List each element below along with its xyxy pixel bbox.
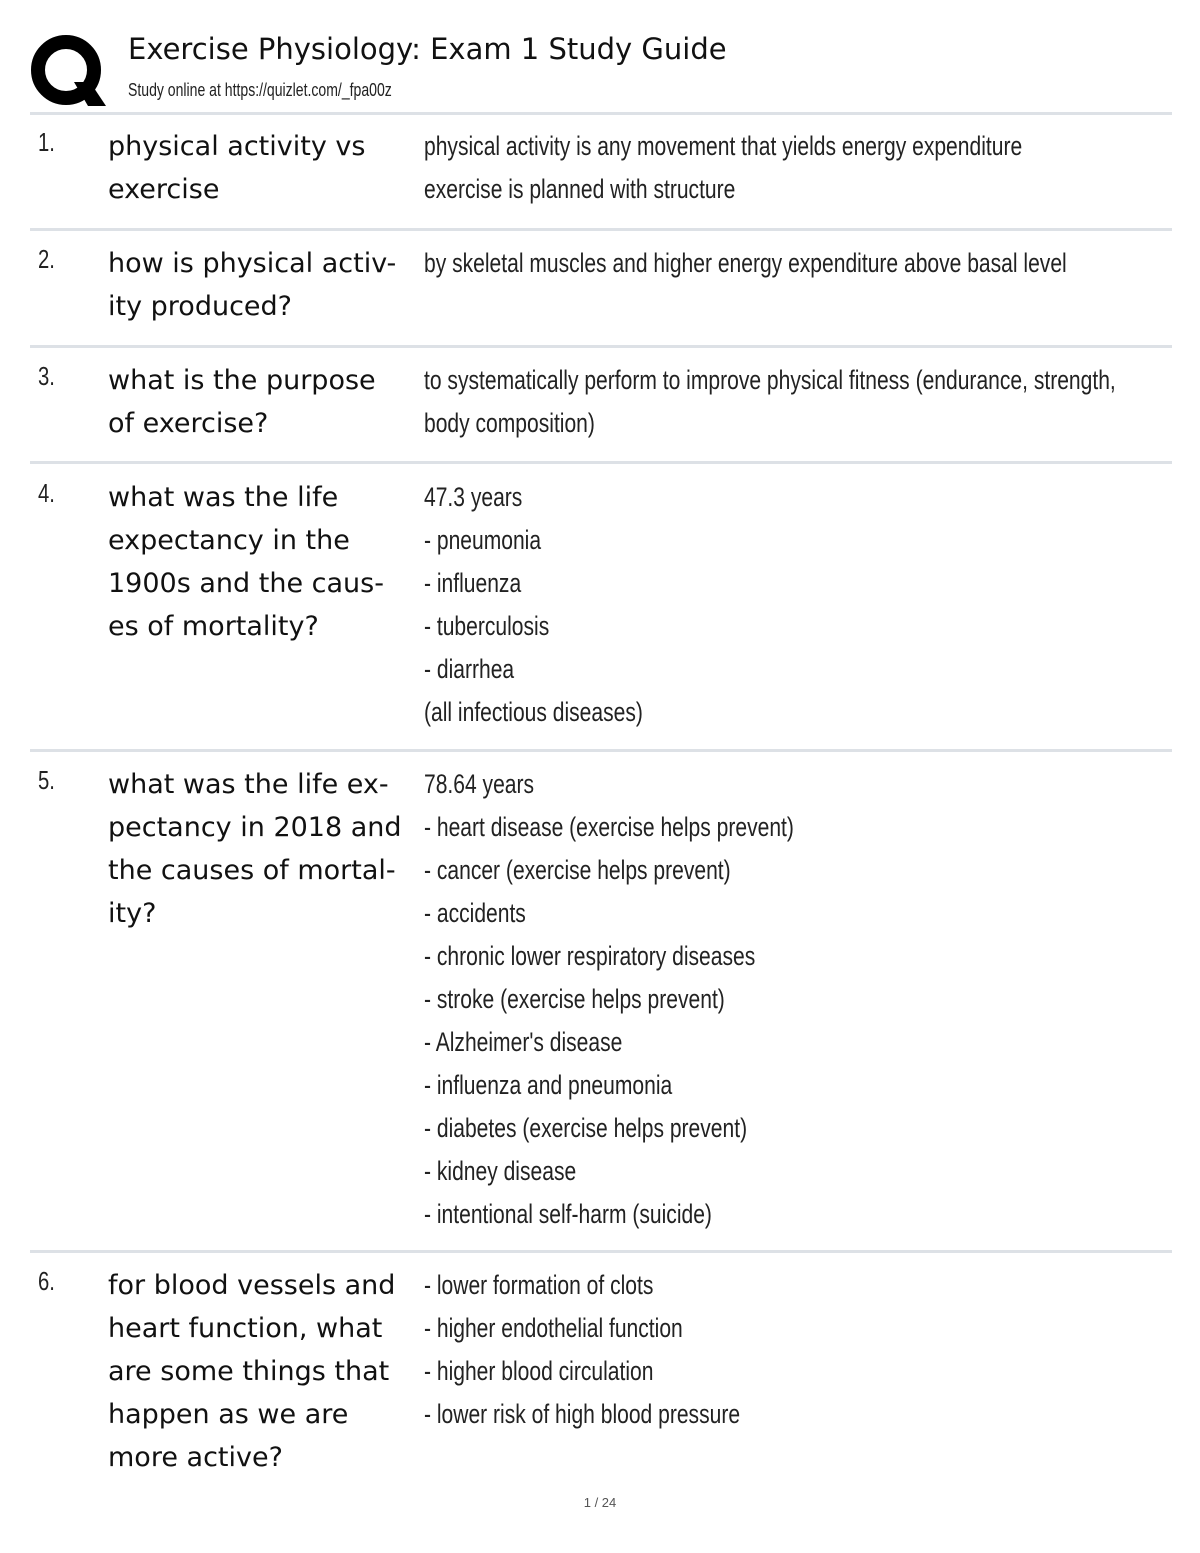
card-definition bbox=[424, 125, 1022, 211]
card-number: 3. bbox=[38, 361, 55, 391]
definition-line: - pneumonia bbox=[424, 525, 542, 555]
card-term bbox=[108, 359, 420, 445]
divider bbox=[30, 749, 1172, 752]
term-line: are some things that bbox=[108, 1356, 390, 1387]
card-term bbox=[108, 1264, 420, 1479]
card-number: 5. bbox=[38, 765, 55, 795]
definition-line: - tuberculosis bbox=[424, 611, 550, 641]
card-term bbox=[108, 242, 420, 328]
definition-line: body composition) bbox=[424, 408, 595, 438]
term-line: what was the life ex- bbox=[108, 769, 389, 800]
definition-line: - higher blood circulation bbox=[424, 1356, 654, 1386]
definition-line: - cancer (exercise helps prevent) bbox=[424, 855, 731, 885]
card-term bbox=[108, 763, 420, 935]
term-line: for blood vessels and bbox=[108, 1270, 396, 1301]
definition-line: - higher endothelial function bbox=[424, 1313, 683, 1343]
term-line: physical activity vs bbox=[108, 131, 366, 162]
card-number: 2. bbox=[38, 244, 55, 274]
card-term bbox=[108, 125, 420, 211]
definition-line: exercise is planned with structure bbox=[424, 174, 736, 204]
term-line: more active? bbox=[108, 1442, 283, 1473]
card-number: 4. bbox=[38, 478, 55, 508]
term-line: of exercise? bbox=[108, 408, 269, 439]
quizlet-logo-icon bbox=[30, 32, 108, 108]
definition-line: - influenza and pneumonia bbox=[424, 1070, 673, 1100]
definition-line: - intentional self-harm (suicide) bbox=[424, 1199, 712, 1229]
term-line: heart function, what bbox=[108, 1313, 383, 1344]
term-line: 1900s and the caus- bbox=[108, 568, 384, 599]
term-line: exercise bbox=[108, 174, 220, 205]
definition-line: - influenza bbox=[424, 568, 522, 598]
divider bbox=[30, 1250, 1172, 1253]
definition-line: - chronic lower respiratory diseases bbox=[424, 941, 756, 971]
definition-line: - lower formation of clots bbox=[424, 1270, 654, 1300]
card-number: 1. bbox=[38, 127, 55, 157]
term-line: pectancy in 2018 and bbox=[108, 812, 402, 843]
study-online-link[interactable]: Study online at https://quizlet.com/_fpa00z bbox=[128, 80, 392, 100]
term-line: the causes of mortal- bbox=[108, 855, 396, 886]
header bbox=[30, 28, 1172, 112]
term-line: happen as we are bbox=[108, 1399, 349, 1430]
card-definition bbox=[424, 476, 643, 734]
divider bbox=[30, 228, 1172, 231]
page-title: Exercise Physiology: Exam 1 Study Guide bbox=[128, 32, 727, 66]
definition-line: 47.3 years bbox=[424, 482, 523, 512]
card-definition bbox=[424, 359, 1116, 445]
definition-line: physical activity is any movement that yields energy expenditure bbox=[424, 131, 1023, 161]
definition-line: - lower risk of high blood pressure bbox=[424, 1399, 741, 1429]
definition-line: - heart disease (exercise helps prevent) bbox=[424, 812, 794, 842]
term-line: ity produced? bbox=[108, 291, 292, 322]
term-line: ity? bbox=[108, 898, 157, 929]
definition-line: 78.64 years bbox=[424, 769, 535, 799]
definition-line: by skeletal muscles and higher energy expenditure above basal level bbox=[424, 248, 1067, 278]
divider bbox=[30, 461, 1172, 464]
term-line: expectancy in the bbox=[108, 525, 350, 556]
definition-line: - diabetes (exercise helps prevent) bbox=[424, 1113, 748, 1143]
definition-line: - diarrhea bbox=[424, 654, 515, 684]
divider bbox=[30, 112, 1172, 115]
definition-line: - accidents bbox=[424, 898, 526, 928]
card-definition bbox=[424, 242, 1067, 285]
definition-line: - stroke (exercise helps prevent) bbox=[424, 984, 725, 1014]
definition-line: - kidney disease bbox=[424, 1156, 577, 1186]
card-definition bbox=[424, 1264, 740, 1436]
term-line: what is the purpose bbox=[108, 365, 376, 396]
definition-line: to systematically perform to improve physical fitness (endurance, strength, bbox=[424, 365, 1116, 395]
definition-line: - Alzheimer's disease bbox=[424, 1027, 623, 1057]
card-term bbox=[108, 476, 420, 648]
term-line: es of mortality? bbox=[108, 611, 319, 642]
card-number: 6. bbox=[38, 1266, 55, 1296]
definition-line: (all infectious diseases) bbox=[424, 697, 643, 727]
term-line: how is physical activ- bbox=[108, 248, 397, 279]
divider bbox=[30, 345, 1172, 348]
card-definition bbox=[424, 763, 794, 1236]
page-indicator: 1 / 24 bbox=[583, 1495, 617, 1510]
term-line: what was the life bbox=[108, 482, 339, 513]
